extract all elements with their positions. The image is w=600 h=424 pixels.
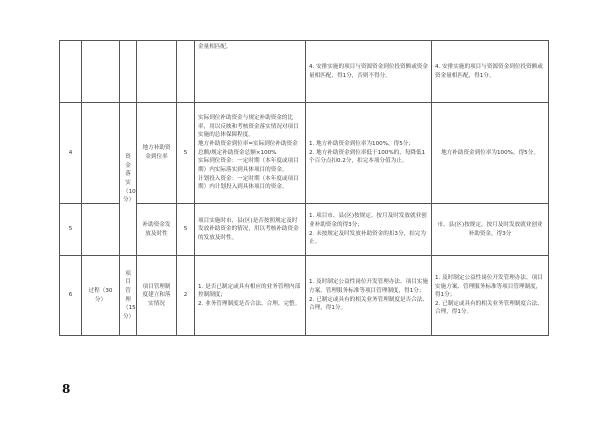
table-row <box>60 41 549 103</box>
level3-indicator-cell: 项目管理制度建立和落实情况 <box>137 256 177 336</box>
self-evaluation-cell: 地方补助资金到位率为100%，得5分。 <box>432 103 549 204</box>
scoring-standard-line: 4. 安排实施的项目与资源资金到位投资额或资金量相匹配，得1分，否则不得分。 <box>309 63 428 79</box>
indicator-explanation-cell: 项目实施时市、县(区)是否按照规定及时发放补助资金的情况，用以考核补助资金的发放及时性。 <box>195 204 306 256</box>
indicator-explanation-cell: 金量相匹配。 <box>195 41 306 103</box>
scoring-standard-line: 1. 及时制定公益性岗位开发管理办法、项目实施方案、管理服务标准等项目管理制度，得1分； <box>309 279 428 294</box>
row-number-cell: 6 <box>60 256 82 336</box>
table-row <box>60 256 549 336</box>
scoring-standard-line: 2. 未按规定及时发放补助资金的扣3分，扣完为止。 <box>309 230 426 246</box>
indicator-explanation-cell <box>195 256 306 336</box>
explanation-line: 地方补助资金到位率=实际到位补助资金总额/规定补助资金总额×100% <box>198 141 298 156</box>
scoring-standard-cell <box>306 204 432 256</box>
explanation-line: 2. 业务管理制度是否合法、合理、完整。 <box>198 300 301 307</box>
row-number-cell: 5 <box>60 204 82 256</box>
scoring-standard-line: 1. 项目市、县(区)按规定、按月及时发放就业创业补助资金的得3分； <box>309 213 427 228</box>
scoring-standard-line: 2. 已制定或具有的相关业务管理制度是否合法、合理，得1分。 <box>309 296 428 312</box>
self-evaluation-cell: 市、县(区)按规定，按月及时发放就业创业补助资金，得3分 <box>432 204 549 256</box>
self-evaluation-line: 2. 已制定或具有的相关业务管理制度合法、合理，得1分。 <box>435 300 543 316</box>
indicator-explanation-cell <box>195 103 306 204</box>
level1-indicator-cell <box>82 204 120 256</box>
row-number-cell: 4 <box>60 103 82 204</box>
level2-indicator-cell: 资金落实（10分） <box>120 103 137 256</box>
score-cell: 2 <box>177 256 195 336</box>
score-cell: 5 <box>177 204 195 256</box>
page-number: 8 <box>62 382 71 396</box>
scoring-standard-cell <box>306 41 432 103</box>
self-evaluation-line: 1. 及时制定公益性岗位开发管理办法、项目实施方案、管理服务标准等项目管理制度，得1分； <box>435 274 543 299</box>
score-cell <box>177 41 195 103</box>
explanation-line: 实际到位补助资金与规定补助资金的比率，用以反映和考核资金落实情况对项目实施的总体保障程度。 <box>198 115 299 139</box>
level3-indicator-cell <box>137 41 177 103</box>
explanation-line: 实际到位资金：一定时期（本年度或项目期）内实际落实到具体项目的资金。 <box>198 158 299 173</box>
explanation-line: 1. 是否已制定或具有相应的业务管理内部控制制度； <box>198 283 301 299</box>
scoring-standard-line: 1. 地方补助资金到位率为100%，得5分； <box>309 141 414 148</box>
table-row <box>60 103 549 204</box>
level1-indicator-cell: 过程（30分） <box>82 256 120 336</box>
level3-indicator-cell: 地方补助资金到位率 <box>137 103 177 204</box>
level2-indicator-cell: 项目管理（15分） <box>120 256 137 336</box>
level3-indicator-cell: 补助资金发放及时性 <box>137 204 177 256</box>
scoring-standard-cell <box>306 256 432 336</box>
self-evaluation-cell: 4. 安排实施的项目与资源资金到位投资额或资金量相匹配，得1分。 <box>432 41 549 103</box>
level1-indicator-cell <box>82 41 120 103</box>
scoring-standard-line: 2. 地方补助资金到位率低于100%的，每降低1个百分点扣0.2分，扣完本项分值为止。 <box>309 149 426 165</box>
level1-indicator-cell <box>82 103 120 204</box>
scoring-standard-cell <box>306 103 432 204</box>
level2-indicator-cell <box>120 41 137 103</box>
performance-evaluation-table <box>59 40 549 336</box>
row-number-cell <box>60 41 82 103</box>
self-evaluation-cell <box>432 256 549 336</box>
score-cell: 5 <box>177 103 195 204</box>
explanation-line: 计划投入资金：一定时期（本年度或项目期）内计划投入到具体项目的资金。 <box>198 175 299 191</box>
